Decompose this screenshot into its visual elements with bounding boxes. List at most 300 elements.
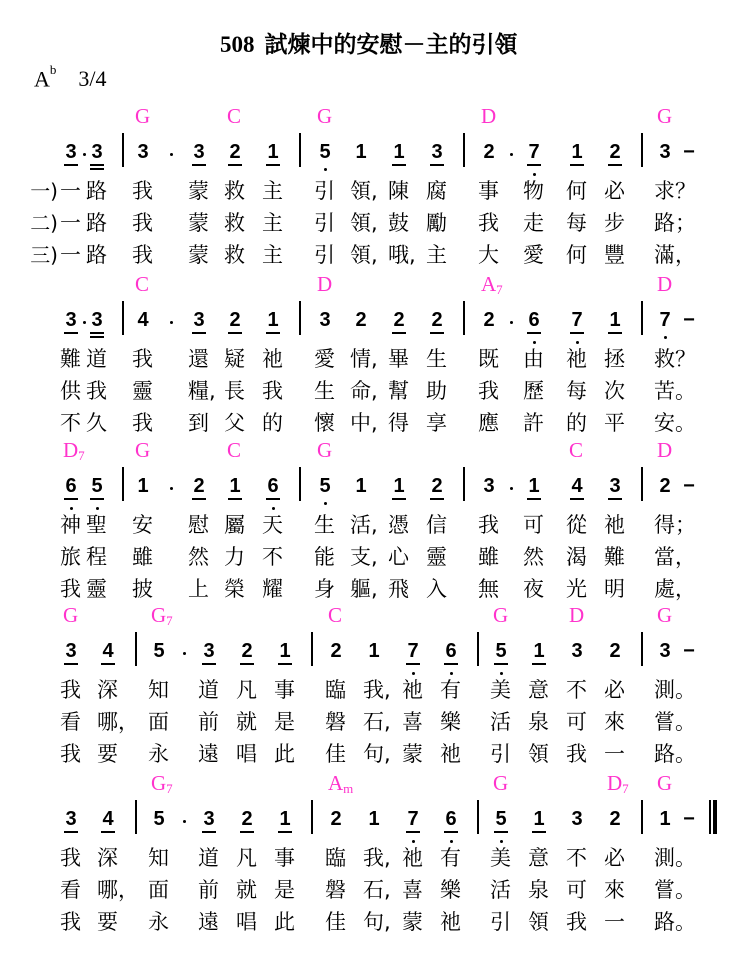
lyric-syllable: 路；: [654, 211, 696, 235]
chord-root: D: [569, 603, 585, 627]
note: 1: [267, 309, 279, 331]
lyric-syllable: 蒙: [402, 910, 423, 934]
lyric-syllable: 意: [528, 846, 549, 870]
note: 3: [483, 475, 495, 497]
note: 1: [267, 141, 279, 163]
octave-dot-below: [412, 840, 415, 843]
chord-root: C: [135, 272, 150, 296]
underline: [527, 164, 541, 166]
lyric-syllable: 喜: [402, 710, 423, 734]
note: 3: [203, 808, 215, 830]
barline: [122, 133, 124, 167]
lyric-syllable: 助: [426, 379, 447, 403]
lyric-syllable: 一: [60, 211, 81, 235]
underline: [228, 332, 242, 334]
note: 5: [319, 475, 331, 497]
note: 3: [65, 309, 77, 331]
lyric-syllable: 要: [97, 910, 118, 934]
lyric-syllable: 一: [60, 179, 81, 203]
lyric-syllable: 嘗。: [654, 878, 696, 902]
chord-root: G: [317, 438, 333, 462]
lyric-syllable: 就: [236, 878, 257, 902]
barline: [641, 632, 643, 666]
lyric-syllable: 當，: [654, 545, 696, 569]
octave-dot-below: [96, 507, 99, 510]
note: 1: [355, 141, 367, 163]
lyric-syllable: 享: [426, 411, 447, 435]
note: 2: [229, 309, 241, 331]
lyric-syllable: 我: [132, 211, 153, 235]
barline: [135, 800, 137, 834]
lyric-syllable: 榮: [224, 577, 245, 601]
lyric-syllable: 唱: [236, 910, 257, 934]
note: 3: [203, 640, 215, 662]
barline: [311, 632, 313, 666]
note: 2: [609, 141, 621, 163]
lyric-syllable: 知: [148, 678, 169, 702]
underline: [90, 168, 104, 170]
note: 2: [193, 475, 205, 497]
lyric-syllable: 走: [523, 211, 544, 235]
lyric-syllable: 次: [604, 379, 625, 403]
chord-root: G: [493, 771, 509, 795]
hymn-number: 508: [220, 32, 255, 57]
lyric-syllable: 救？: [654, 347, 696, 371]
note: 3: [65, 808, 77, 830]
octave-dot-below: [500, 672, 503, 675]
underline: [406, 831, 420, 833]
lyric-syllable: 樂: [440, 710, 461, 734]
lyric-syllable: 一: [604, 910, 625, 934]
key-accidental: b: [49, 62, 57, 77]
chord-root: G: [657, 603, 673, 627]
chord-root: D: [317, 272, 333, 296]
lyric-syllable: 得；: [654, 513, 696, 537]
lyric-syllable: 夜: [523, 577, 544, 601]
underline: [228, 498, 242, 500]
lyric-syllable: 臨: [325, 678, 346, 702]
lyric-syllable: 救: [224, 179, 245, 203]
chord-symbol: [317, 272, 332, 296]
note: 3: [91, 309, 103, 331]
lyric-syllable: 測。: [654, 678, 696, 702]
underline: [494, 831, 508, 833]
note: 3: [659, 141, 671, 163]
lyric-syllable: 前: [198, 710, 219, 734]
lyric-syllable: 哦,: [388, 243, 416, 267]
lyric-syllable: 前: [198, 878, 219, 902]
lyric-syllable: 愛: [314, 347, 335, 371]
lyric-syllable: 蒙: [188, 243, 209, 267]
lyric-syllable: 祂: [402, 846, 423, 870]
note: 3: [193, 141, 205, 163]
lyric-syllable: 我,: [363, 846, 391, 870]
chord-root: G: [657, 771, 673, 795]
lyric-syllable: 領: [528, 742, 549, 766]
chord-quality: 7: [166, 613, 173, 628]
chord-symbol: [135, 272, 149, 296]
lyric-syllable: 我: [132, 179, 153, 203]
lyric-syllable: 深: [97, 846, 118, 870]
underline: [527, 332, 541, 334]
lyric-syllable: 畢: [388, 347, 409, 371]
lyric-syllable: 腐: [426, 179, 447, 203]
lyric-syllable: 生: [314, 513, 335, 537]
lyric-syllable: 蒙: [188, 211, 209, 235]
chord-root: C: [227, 438, 242, 462]
underline: [570, 164, 584, 166]
chord-quality: 7: [78, 448, 85, 463]
chord-root: C: [328, 603, 343, 627]
lyric-syllable: 嘗。: [654, 710, 696, 734]
note: 1: [229, 475, 241, 497]
lyric-syllable: 支,: [350, 545, 378, 569]
time-signature: 3/4: [78, 66, 107, 92]
underline: [444, 831, 458, 833]
underline: [570, 332, 584, 334]
note: 7: [407, 808, 419, 830]
barline: [477, 632, 479, 666]
lyric-syllable: 既: [478, 347, 499, 371]
chord-symbol: [135, 438, 150, 462]
lyric-syllable: 一: [60, 243, 81, 267]
lyric-syllable: 句,: [363, 910, 391, 934]
underline: [64, 498, 78, 500]
lyric-syllable: 看: [60, 710, 81, 734]
note: 3: [91, 141, 103, 163]
augmentation-dot: [510, 487, 513, 490]
lyric-syllable: 軀,: [350, 577, 378, 601]
chord-root: G: [135, 104, 151, 128]
lyric-syllable: 我: [478, 379, 499, 403]
underline: [90, 164, 104, 166]
octave-dot-below: [533, 173, 536, 176]
note: 1: [279, 640, 291, 662]
note: 2: [483, 309, 495, 331]
lyric-syllable: 力: [224, 545, 245, 569]
lyric-syllable: 來: [604, 710, 625, 734]
chord-symbol: [328, 603, 342, 627]
lyric-syllable: 可: [523, 513, 544, 537]
lyric-syllable: 可: [566, 710, 587, 734]
lyric-syllable: 不: [566, 846, 587, 870]
note: 2: [229, 141, 241, 163]
note: 3: [571, 808, 583, 830]
lyric-syllable: 何: [566, 179, 587, 203]
lyric-syllable: 求？: [654, 179, 696, 203]
lyric-syllable: 聖: [86, 513, 107, 537]
lyric-syllable: 長: [224, 379, 245, 403]
lyric-syllable: 事: [274, 846, 295, 870]
lyric-syllable: 步: [604, 211, 625, 235]
underline: [240, 831, 254, 833]
verse-label: 二): [30, 211, 58, 235]
octave-dot-below: [500, 840, 503, 843]
octave-dot-below: [533, 341, 536, 344]
lyric-syllable: 深: [97, 678, 118, 702]
lyric-syllable: 我: [86, 379, 107, 403]
lyric-syllable: 明: [604, 577, 625, 601]
lyric-syllable: 憑: [388, 513, 409, 537]
lyric-syllable: 祂: [566, 347, 587, 371]
note: 6: [528, 309, 540, 331]
lyric-syllable: 入: [426, 577, 447, 601]
lyric-syllable: 不: [60, 411, 81, 435]
barline: [477, 800, 479, 834]
underline: [266, 498, 280, 500]
underline: [202, 831, 216, 833]
lyric-syllable: 披: [132, 577, 153, 601]
octave-dot-below: [450, 672, 453, 675]
lyric-syllable: 旅: [60, 545, 81, 569]
lyric-syllable: 靈: [426, 545, 447, 569]
key-signature: [34, 62, 107, 92]
note: 2: [659, 475, 671, 497]
augmentation-dot: [170, 153, 173, 156]
lyric-syllable: 雖: [478, 545, 499, 569]
barline: [122, 301, 124, 335]
barline: [299, 301, 301, 335]
note: 1: [571, 141, 583, 163]
chord-symbol: [328, 771, 353, 801]
lyric-syllable: 大: [478, 243, 499, 267]
underline: [240, 663, 254, 665]
lyric-syllable: 是: [274, 710, 295, 734]
note: 3: [659, 640, 671, 662]
lyric-syllable: 救: [224, 211, 245, 235]
lyric-syllable: 我: [132, 347, 153, 371]
chord-root: D: [63, 438, 79, 462]
chord-symbol: [657, 603, 672, 627]
chord-symbol: [63, 603, 78, 627]
barline: [641, 800, 643, 834]
lyric-syllable: 然: [188, 545, 209, 569]
underline: [494, 663, 508, 665]
underline: [192, 498, 206, 500]
lyric-syllable: 可: [566, 878, 587, 902]
lyric-syllable: 祂: [440, 742, 461, 766]
lyric-syllable: 難: [604, 545, 625, 569]
note: 5: [153, 640, 165, 662]
note: 5: [495, 808, 507, 830]
lyric-syllable: 還: [188, 347, 209, 371]
lyric-syllable: 遠: [198, 742, 219, 766]
underline: [608, 332, 622, 334]
hymn-title: [220, 26, 518, 59]
lyric-syllable: 必: [604, 846, 625, 870]
chord-symbol: [657, 771, 672, 795]
lyric-syllable: 我: [60, 577, 81, 601]
underline: [228, 164, 242, 166]
lyric-syllable: 要: [97, 742, 118, 766]
lyric-syllable: 上: [188, 577, 209, 601]
note: 1: [368, 640, 380, 662]
lyric-syllable: 不: [566, 678, 587, 702]
lyric-syllable: 主: [262, 179, 283, 203]
note: 3: [571, 640, 583, 662]
lyric-syllable: 面: [148, 710, 169, 734]
lyric-syllable: 我: [60, 742, 81, 766]
lyric-syllable: 唱: [236, 742, 257, 766]
chord-quality: 7: [622, 781, 629, 796]
chord-symbol: [227, 104, 241, 128]
note: 1: [393, 141, 405, 163]
barline: [463, 301, 465, 335]
barline: [299, 467, 301, 501]
underline: [64, 663, 78, 665]
lyric-syllable: 程: [86, 545, 107, 569]
note: 6: [65, 475, 77, 497]
chord-root: G: [135, 438, 151, 462]
octave-dot-below: [576, 341, 579, 344]
lyric-syllable: 蒙: [188, 179, 209, 203]
augmentation-dot: [510, 153, 513, 156]
lyric-syllable: 領,: [350, 179, 378, 203]
underline: [392, 332, 406, 334]
note: 6: [445, 640, 457, 662]
underline: [392, 164, 406, 166]
lyric-syllable: 蒙: [402, 742, 423, 766]
lyric-syllable: 不: [262, 545, 283, 569]
lyric-syllable: 情,: [350, 347, 378, 371]
lyric-syllable: 命,: [350, 379, 378, 403]
lyric-syllable: 鼓: [388, 211, 409, 235]
note: 2: [431, 309, 443, 331]
note: 2: [241, 640, 253, 662]
lyric-syllable: 引: [314, 211, 335, 235]
chord-root: G: [63, 603, 79, 627]
note: 2: [355, 309, 367, 331]
underline: [64, 164, 78, 166]
underline: [101, 663, 115, 665]
lyric-syllable: 有: [440, 678, 461, 702]
lyric-syllable: 美: [490, 678, 511, 702]
note: 3: [65, 640, 77, 662]
lyric-syllable: 喜: [402, 878, 423, 902]
note: 3: [65, 141, 77, 163]
lyric-syllable: 然: [523, 545, 544, 569]
lyric-syllable: 引: [314, 179, 335, 203]
lyric-syllable: 哪，: [97, 710, 139, 734]
lyric-syllable: 永: [148, 742, 169, 766]
chord-root: D: [481, 104, 497, 128]
chord-symbol: [317, 438, 332, 462]
barline: [641, 467, 643, 501]
final-barline-thick: [713, 800, 717, 834]
note: 3: [431, 141, 443, 163]
augmentation-dot: [170, 321, 173, 324]
note: 4: [102, 640, 114, 662]
lyric-syllable: 磐: [325, 878, 346, 902]
lyric-syllable: 引: [490, 742, 511, 766]
note: 1: [528, 475, 540, 497]
underline: [90, 332, 104, 334]
lyric-syllable: 路: [86, 211, 107, 235]
lyric-syllable: 疑: [224, 347, 245, 371]
chord-symbol: [227, 438, 241, 462]
lyric-syllable: 勵: [426, 211, 447, 235]
barline: [122, 467, 124, 501]
note: 1: [137, 475, 149, 497]
lyric-syllable: 路。: [654, 742, 696, 766]
note: 1: [533, 640, 545, 662]
chord-symbol: [493, 603, 508, 627]
lyric-syllable: 哪，: [97, 878, 139, 902]
chord-symbol: [569, 438, 583, 462]
lyric-syllable: 我: [478, 211, 499, 235]
note: −: [683, 141, 695, 163]
lyric-syllable: 是: [274, 878, 295, 902]
barline: [299, 133, 301, 167]
chord-symbol: [607, 771, 629, 801]
lyric-syllable: 就: [236, 710, 257, 734]
lyric-syllable: 泉: [528, 710, 549, 734]
hymn-title-text: 試煉中的安慰－主的引領: [264, 31, 518, 57]
octave-dot-below: [324, 168, 327, 171]
lyric-syllable: 懷: [314, 411, 335, 435]
chord-root: A: [481, 272, 497, 296]
verse-label: 一): [30, 179, 58, 203]
underline: [608, 498, 622, 500]
note: 5: [319, 141, 331, 163]
augmentation-dot: [183, 820, 186, 823]
note: 2: [609, 808, 621, 830]
key-note: A: [34, 66, 50, 92]
lyric-syllable: 屬: [224, 513, 245, 537]
lyric-syllable: 必: [604, 678, 625, 702]
underline: [64, 831, 78, 833]
lyric-syllable: 無: [478, 577, 499, 601]
lyric-syllable: 應: [478, 411, 499, 435]
note: 7: [659, 309, 671, 331]
lyric-syllable: 信: [426, 513, 447, 537]
lyric-syllable: 供: [60, 379, 81, 403]
augmentation-dot: [170, 487, 173, 490]
lyric-syllable: 我: [566, 742, 587, 766]
underline: [90, 498, 104, 500]
underline: [278, 663, 292, 665]
note: −: [683, 309, 695, 331]
chord-symbol: [481, 104, 496, 128]
lyric-syllable: 石,: [363, 710, 391, 734]
lyric-syllable: 路: [86, 179, 107, 203]
underline: [532, 663, 546, 665]
underline: [266, 164, 280, 166]
lyric-syllable: 道: [86, 347, 107, 371]
octave-dot-below: [664, 336, 667, 339]
lyric-syllable: 我: [132, 243, 153, 267]
chord-symbol: [317, 104, 332, 128]
lyric-syllable: 主: [262, 243, 283, 267]
lyric-syllable: 活: [490, 878, 511, 902]
note: 6: [445, 808, 457, 830]
chord-root: D: [657, 272, 673, 296]
lyric-syllable: 泉: [528, 878, 549, 902]
octave-dot-below: [272, 507, 275, 510]
lyric-syllable: 祂: [440, 910, 461, 934]
chord-quality: m: [343, 781, 354, 796]
lyric-syllable: 句,: [363, 742, 391, 766]
lyric-syllable: 一: [604, 742, 625, 766]
chord-symbol: [151, 771, 173, 801]
underline: [532, 831, 546, 833]
lyric-syllable: 中,: [350, 411, 378, 435]
note: 1: [393, 475, 405, 497]
barline: [311, 800, 313, 834]
lyric-syllable: 滿，: [654, 243, 696, 267]
lyric-syllable: 道: [198, 846, 219, 870]
chord-root: G: [317, 104, 333, 128]
